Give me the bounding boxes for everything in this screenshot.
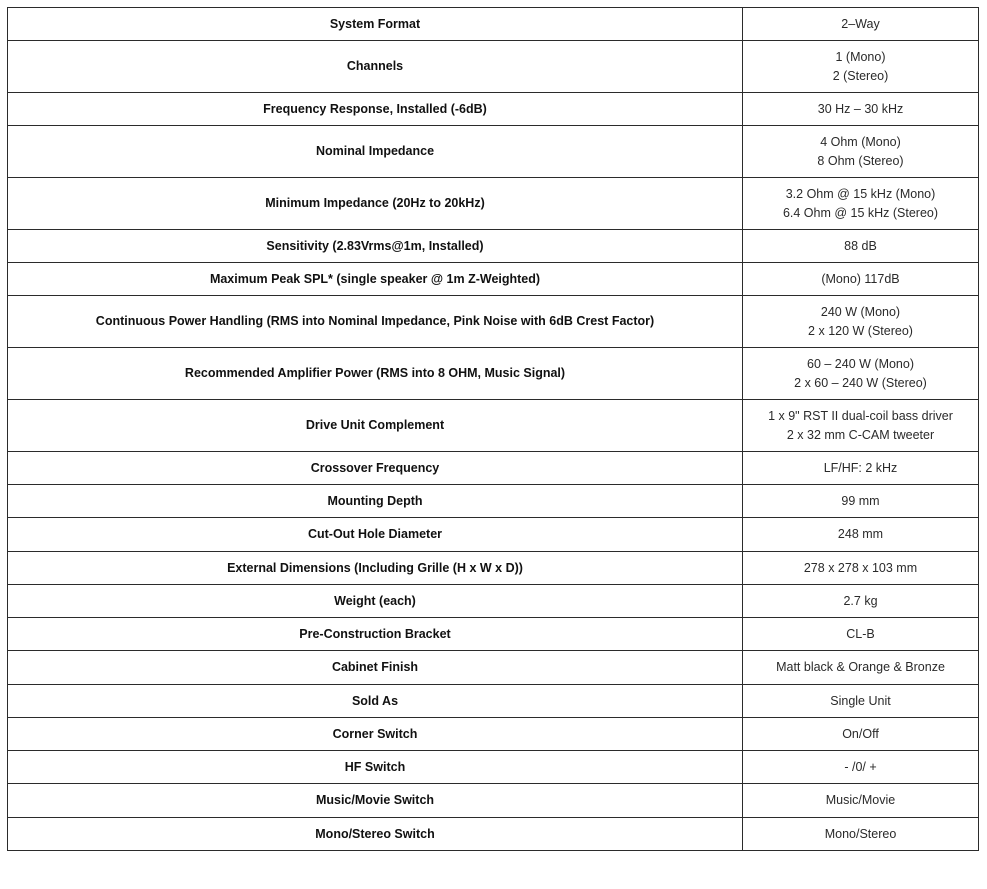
spec-value	[743, 751, 979, 784]
spec-table-body	[8, 8, 979, 851]
spec-value-line: 3.2 Ohm @ 15 kHz (Mono)	[785, 186, 936, 201]
spec-value	[743, 718, 979, 751]
spec-value	[743, 178, 979, 230]
spec-value-line: 99 mm	[841, 493, 880, 508]
spec-label: Sold As	[8, 685, 743, 718]
spec-value-line: 2 x 60 – 240 W (Stereo)	[794, 375, 927, 390]
spec-value	[743, 651, 979, 685]
spec-label: Continuous Power Handling (RMS into Nominal Impedance, Pink Noise with 6dB Crest Factor)	[8, 296, 743, 348]
spec-row-pre-construction-bracket	[8, 618, 979, 651]
spec-row-channels	[8, 41, 979, 93]
spec-label: Weight (each)	[8, 585, 743, 618]
spec-value-line: On/Off	[842, 726, 879, 741]
spec-label: Corner Switch	[8, 718, 743, 751]
spec-label: Cut-Out Hole Diameter	[8, 518, 743, 552]
spec-value-line: 1 (Mono)	[835, 49, 886, 64]
spec-value-line: Single Unit	[830, 693, 891, 708]
spec-row-music-movie-switch	[8, 784, 979, 818]
spec-value	[743, 41, 979, 93]
spec-value-line: 2 x 120 W (Stereo)	[808, 323, 913, 338]
spec-value-line: CL-B	[846, 626, 875, 641]
spec-row-system-format	[8, 8, 979, 41]
spec-value	[743, 818, 979, 851]
spec-row-cabinet-finish	[8, 651, 979, 685]
spec-label: Recommended Amplifier Power (RMS into 8 OHM, Music Signal)	[8, 348, 743, 400]
spec-value	[743, 263, 979, 296]
spec-value-line: 2 x 32 mm C-CAM tweeter	[786, 427, 935, 442]
spec-table	[7, 7, 979, 851]
spec-label: Sensitivity (2.83Vrms@1m, Installed)	[8, 230, 743, 263]
spec-value	[743, 552, 979, 585]
spec-value	[743, 618, 979, 651]
spec-row-cut-out-hole-diameter	[8, 518, 979, 552]
spec-row-minimum-impedance	[8, 178, 979, 230]
spec-value-line: Matt black & Orange & Bronze	[776, 660, 945, 674]
spec-row-frequency-response	[8, 93, 979, 126]
spec-label: Frequency Response, Installed (-6dB)	[8, 93, 743, 126]
spec-label: Nominal Impedance	[8, 126, 743, 178]
spec-row-nominal-impedance	[8, 126, 979, 178]
spec-label: External Dimensions (Including Grille (H x W x D))	[8, 552, 743, 585]
spec-value	[743, 485, 979, 518]
spec-row-drive-unit-complement	[8, 400, 979, 452]
spec-value-line: Music/Movie	[825, 793, 896, 807]
spec-value	[743, 518, 979, 552]
spec-row-sensitivity	[8, 230, 979, 263]
spec-label: Crossover Frequency	[8, 452, 743, 485]
spec-value	[743, 93, 979, 126]
spec-label: System Format	[8, 8, 743, 41]
spec-row-continuous-power-handling	[8, 296, 979, 348]
spec-value	[743, 348, 979, 400]
spec-value-line: 240 W (Mono)	[820, 304, 901, 319]
spec-label: Cabinet Finish	[8, 651, 743, 685]
spec-value	[743, 784, 979, 818]
spec-value-line: LF/HF: 2 kHz	[823, 460, 898, 475]
spec-value-line: 8 Ohm (Stereo)	[817, 153, 904, 168]
spec-label: Pre-Construction Bracket	[8, 618, 743, 651]
spec-value-line: 88 dB	[844, 238, 877, 253]
spec-row-corner-switch	[8, 718, 979, 751]
spec-value-line: 4 Ohm (Mono)	[820, 134, 901, 149]
spec-value-line: (Mono) 117dB	[821, 271, 900, 286]
spec-row-recommended-amplifier-power	[8, 348, 979, 400]
spec-value	[743, 400, 979, 452]
spec-row-hf-switch	[8, 751, 979, 784]
spec-label: Minimum Impedance (20Hz to 20kHz)	[8, 178, 743, 230]
spec-label: Channels	[8, 41, 743, 93]
spec-value-line: 60 – 240 W (Mono)	[807, 356, 914, 371]
spec-value	[743, 296, 979, 348]
spec-row-mounting-depth	[8, 485, 979, 518]
spec-value-line: 2.7 kg	[843, 593, 878, 608]
spec-row-sold-as	[8, 685, 979, 718]
spec-value-line: 278 x 278 x 103 mm	[803, 560, 918, 575]
spec-value	[743, 8, 979, 41]
spec-value-line: 30 Hz – 30 kHz	[817, 101, 904, 116]
spec-value-line: 1 x 9" RST II dual-coil bass driver	[768, 408, 953, 423]
spec-label: Maximum Peak SPL* (single speaker @ 1m Z-Weighted)	[8, 263, 743, 296]
spec-value	[743, 126, 979, 178]
spec-value-line: 2 (Stereo)	[832, 68, 889, 83]
spec-label: Mono/Stereo Switch	[8, 818, 743, 851]
spec-value-line: 6.4 Ohm @ 15 kHz (Stereo)	[782, 205, 939, 220]
spec-row-crossover-frequency	[8, 452, 979, 485]
spec-label: HF Switch	[8, 751, 743, 784]
spec-value	[743, 230, 979, 263]
spec-label: Mounting Depth	[8, 485, 743, 518]
spec-value-line: 2–Way	[841, 16, 880, 31]
spec-label: Drive Unit Complement	[8, 400, 743, 452]
spec-row-mono-stereo-switch	[8, 818, 979, 851]
spec-value	[743, 685, 979, 718]
spec-value-line: - /0/ +	[844, 759, 877, 774]
spec-row-weight	[8, 585, 979, 618]
spec-value	[743, 452, 979, 485]
spec-row-external-dimensions	[8, 552, 979, 585]
spec-label: Music/Movie Switch	[8, 784, 743, 818]
spec-value	[743, 585, 979, 618]
spec-row-maximum-peak-spl	[8, 263, 979, 296]
spec-value-line: 248 mm	[837, 527, 884, 541]
spec-value-line: Mono/Stereo	[824, 826, 897, 841]
